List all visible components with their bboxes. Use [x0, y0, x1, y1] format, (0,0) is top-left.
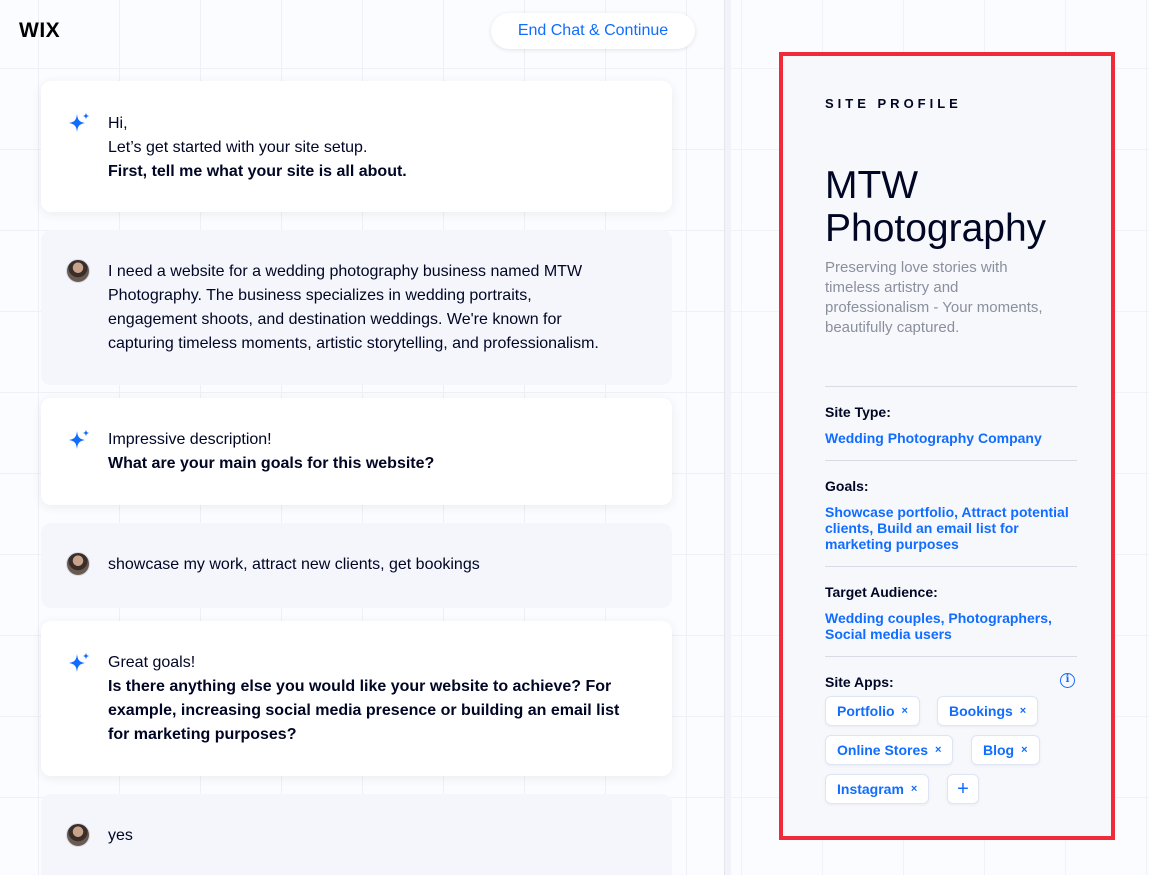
site-tagline [825, 258, 1077, 338]
message-text: Photography. The business specializes in wedding portraits, [108, 287, 532, 304]
divider [825, 656, 1077, 657]
user-avatar [66, 552, 92, 578]
divider [825, 460, 1077, 461]
message-text: capturing timeless moments, artistic storytelling, and professionalism. [108, 335, 599, 352]
remove-icon[interactable]: × [1019, 704, 1027, 717]
user-message [41, 794, 672, 875]
site-profile-card [779, 52, 1115, 840]
app-chip-online-stores[interactable] [825, 735, 953, 765]
message-text: Let’s get started with your site setup. [108, 139, 368, 156]
user-message [41, 523, 672, 608]
user-avatar [66, 259, 92, 285]
divider [825, 386, 1077, 387]
tagline-line: professionalism - Your moments, [825, 299, 1043, 316]
end-chat-continue-button[interactable]: End Chat & Continue [491, 13, 695, 49]
add-app-button[interactable]: + [947, 774, 979, 804]
remove-icon[interactable]: × [910, 782, 918, 795]
remove-icon[interactable]: × [1021, 743, 1028, 756]
wix-logo[interactable]: WIX [19, 19, 61, 42]
message-text: Great goals! [108, 654, 196, 671]
message-text: engagement shoots, and destination weddings. We're known for [108, 311, 562, 328]
message-question: First, tell me what your site is all about. [108, 163, 407, 180]
remove-icon[interactable]: × [935, 743, 942, 756]
user-avatar [66, 823, 92, 849]
tagline-line: timeless artistry and [825, 279, 959, 296]
tagline-line: beautifully captured. [825, 319, 960, 336]
target-audience-label: Target Audience: [825, 584, 938, 600]
goals-line: clients, Build an email list for [825, 520, 1019, 536]
ai-sparkle-icon [66, 428, 92, 454]
goals-label: Goals: [825, 478, 869, 494]
message-question: What are your main goals for this website? [108, 455, 435, 472]
divider [825, 566, 1077, 567]
tagline-line: Preserving love stories with [825, 259, 1008, 276]
remove-icon[interactable]: × [901, 704, 908, 717]
message-text: Impressive description! [108, 431, 272, 448]
message-text: showcase my work, attract new clients, get bookings [108, 556, 480, 573]
target-audience-value[interactable] [825, 610, 1077, 642]
bot-message [41, 398, 672, 505]
panel-divider[interactable] [724, 0, 731, 875]
goals-line: marketing purposes [825, 536, 959, 552]
app-chip-label: Online Stores [837, 742, 929, 758]
app-chip-portfolio[interactable] [825, 696, 920, 726]
app-chip-label: Portfolio [837, 703, 895, 719]
message-text: Hi, [108, 115, 128, 132]
app-chip-instagram[interactable] [825, 774, 929, 804]
bot-message [41, 81, 672, 212]
message-text: yes [108, 827, 133, 844]
goals-value[interactable] [825, 504, 1077, 552]
site-apps-label: Site Apps: [825, 674, 894, 690]
user-message [41, 230, 672, 385]
app-chip-label: Instagram [837, 781, 904, 797]
site-name-line: Photography [825, 207, 1047, 250]
goals-line: Showcase portfolio, Attract potential [825, 504, 1069, 520]
site-name-line: MTW [825, 164, 919, 207]
app-chip-blog[interactable] [971, 735, 1040, 765]
site-name [825, 164, 1085, 250]
audience-line: Wedding couples, Photographers, [825, 610, 1052, 626]
message-question: example, increasing social media presence or building an email list [108, 702, 620, 719]
message-question: for marketing purposes? [108, 726, 297, 743]
site-type-value[interactable]: Wedding Photography Company [825, 430, 1042, 446]
site-profile-heading: SITE PROFILE [825, 96, 962, 111]
bot-message [41, 621, 672, 776]
ai-sparkle-icon [66, 651, 92, 677]
message-text: I need a website for a wedding photography business named MTW [108, 263, 583, 280]
app-chip-label: Bookings [949, 703, 1013, 719]
audience-line: Social media users [825, 626, 952, 642]
app-chip-bookings[interactable] [937, 696, 1038, 726]
ai-sparkle-icon [66, 111, 92, 137]
message-question: Is there anything else you would like your website to achieve? For [108, 678, 612, 695]
app-chip-label: Blog [983, 742, 1015, 758]
site-type-label: Site Type: [825, 404, 891, 420]
info-icon[interactable]: i [1060, 673, 1075, 688]
